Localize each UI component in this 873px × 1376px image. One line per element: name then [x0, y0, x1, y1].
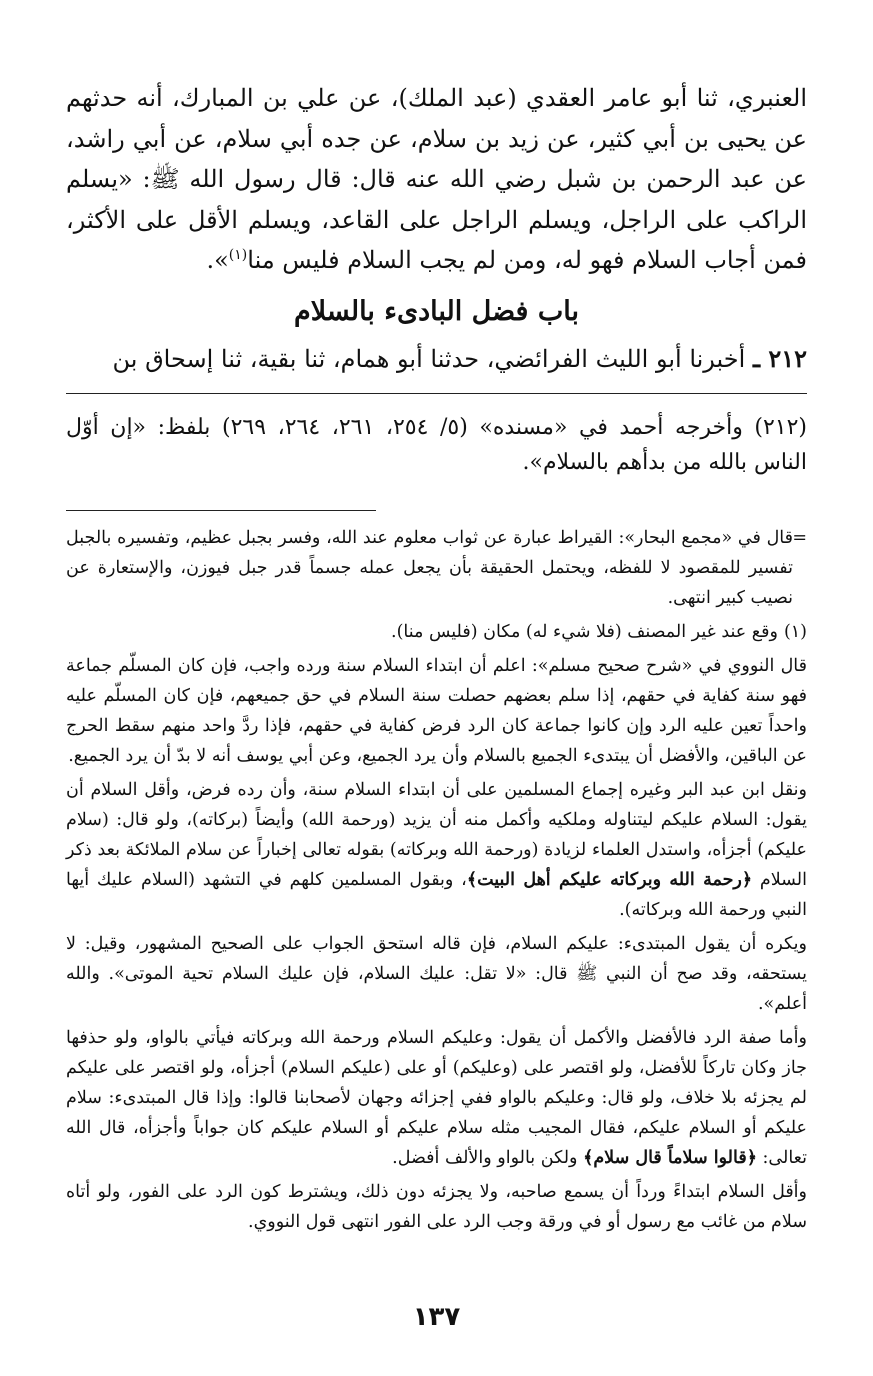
footnote-paragraph-4-a: وأما صفة الرد فالأفضل والأكمل أن يقول: وعليكم السلام ورحمة الله وبركاته فيأتي بالواو، ولو حذفها جاز وكان تاركاً للأفضل، ولو اقتصر على (وعليكم) أو على (عليكم السلام) أجزأه، ولو اقتصر على عليكم لم يجزئه بلا خلاف، ولو قال: وعليكم بالواو ففي إجزائه وجهان لأصحابنا قالوا: وإذا قال المبتدىء: سلام عليكم أو السلام عليكم، فقال المجيب مثله سلام عليكم أو السلام عليكم كان جواباً وأجزأه، قال الله تعالى: — [66, 1027, 807, 1168]
footnote-paragraph-2-b: ، وبقول المسلمين كلهم في التشهد (السلام عليك أيها النبي ورحمة الله وبركاته). — [66, 869, 807, 920]
footnote-paragraph-4-b: ولكن بالواو والألف أفضل. — [392, 1147, 578, 1168]
footnote-continuation — [66, 523, 807, 613]
continuation-text: قال في «مجمع البحار»: القيراط عبارة عن ثواب معلوم عند الله، وفسر بجبل عظيم، وتفسيره بالجبل تفسير للمقصود لا للفظه، ويحتمل الحقيقة بأن يجعل عمله جسماً قدر جبل فيوزن، والإستعارة عن نصيب كبير انتهى. — [66, 527, 793, 608]
takhrij-section — [66, 410, 807, 480]
footnote-paragraph-5: وأقل السلام ابتداءً ورداً أن يسمع صاحبه، ولا يجزئه دون ذلك، ويشترط كون الرد على الفور، ولو أتاه سلام من غائب مع رسول أو في ورقة وجب الرد على الفور انتهى قول النووي. — [66, 1181, 807, 1232]
main-text — [66, 78, 807, 281]
quran-quote-1: ﴿رحمة الله وبركاته عليكم أهل البيت﴾ — [466, 869, 753, 890]
hadith-text: أخبرنا أبو الليث الفرائضي، حدثنا أبو همام، ثنا بقية، ثنا إسحاق بن — [112, 344, 746, 373]
footnote-paragraph-2-a: ونقل ابن عبد البر وغيره إجماع المسلمين على أن ابتداء السلام سنة، وأن رده فرض، وأقل السلام أن يقول: السلام عليكم ليتناوله وملكيه وأكمل منه أن يزيد (ورحمة الله) وأيضاً (بركاته)، ولو قال: (سلام عليكم) أجزأه، واستدل العلماء لزيادة (ورحمة الله وبركاته) بقوله تعالى إخباراً عن سلام الملائكة بعد ذكر السلام — [66, 779, 807, 890]
footnotes — [66, 523, 807, 1237]
footnote-1-text: وقع عند غير المصنف (فلا شيء له) مكان (فليس منا). — [391, 621, 778, 642]
continuation-mark: = — [792, 527, 807, 548]
footnote-paragraph-2 — [66, 775, 807, 925]
footnote-paragraph-3: ويكره أن يقول المبتدىء: عليكم السلام، فإن قاله استحق الجواب على الصحيح المشهور، وقيل: لا يستحقه، وقد صح أن النبي ﷺ قال: «لا تقل: عليك السلام، فإن عليك السلام تحية الموتى». والله أعلم». — [66, 933, 807, 1014]
main-paragraph-text: العنبري، ثنا أبو عامر العقدي (عبد الملك)، عن علي بن المبارك، أنه حدثهم عن يحيى بن أبي كثير، عن زيد بن سلام، عن جده أبي سلام، عن أبي راشد، عن عبد الرحمن بن شبل رضي الله عنه قال: قال رسول الله ﷺ: «يسلم الراكب على الراجل، ويسلم الراجل على القاعد، ويسلم الأقل على الأكثر، فمن أجاب السلام فهو له، ومن لم يجب السلام فليس منا — [66, 84, 808, 274]
main-divider — [66, 393, 807, 394]
main-paragraph — [66, 78, 807, 281]
footnote-paragraph-1: قال النووي في «شرح صحيح مسلم»: اعلم أن ابتداء السلام سنة ورده واجب، فإن كان المسلّم جماعة فهو سنة كفاية في حقهم، إذا سلم بعضهم حصلت سنة السلام في حق جميعهم، فإن كان المسلّم عليه واحداً تعين عليه الرد وإن كانوا جماعة كان الرد فرض كفاية في حقهم، فإذا ردَّ واحد منهم سقط الحرج عن الباقين، والأفضل أن يبتدىء الجميع بالسلام وأن يرد الجميع، وعن أبي يوسف أنه لا بدّ أن يرد الجميع. — [66, 655, 807, 766]
hadith-212-start — [66, 339, 807, 379]
footnote-1-label: (١) — [783, 621, 807, 642]
footnote-reference: (١) — [228, 247, 248, 263]
chapter-title: باب فضل البادىء بالسلام — [294, 295, 579, 327]
page-body — [66, 78, 807, 1241]
main-paragraph-end: ». — [206, 246, 229, 274]
quran-quote-2: ﴿قالوا سلاماً قال سلام﴾ — [583, 1147, 757, 1168]
footnote-divider — [66, 510, 376, 511]
hadith-number: ٢١٢ ـ — [752, 343, 807, 373]
page-number: ١٣٧ — [412, 1302, 461, 1332]
footnote-paragraph-4 — [66, 1023, 807, 1173]
takhrij-text: (٢١٢) وأخرجه أحمد في «مسنده» (٥/ ٢٥٤، ٢٦١، ٢٦٤، ٢٦٩) بلفظ: «إن أوّل الناس بالله من بدأهم بالسلام». — [66, 414, 808, 475]
footnote-1 — [66, 617, 807, 647]
